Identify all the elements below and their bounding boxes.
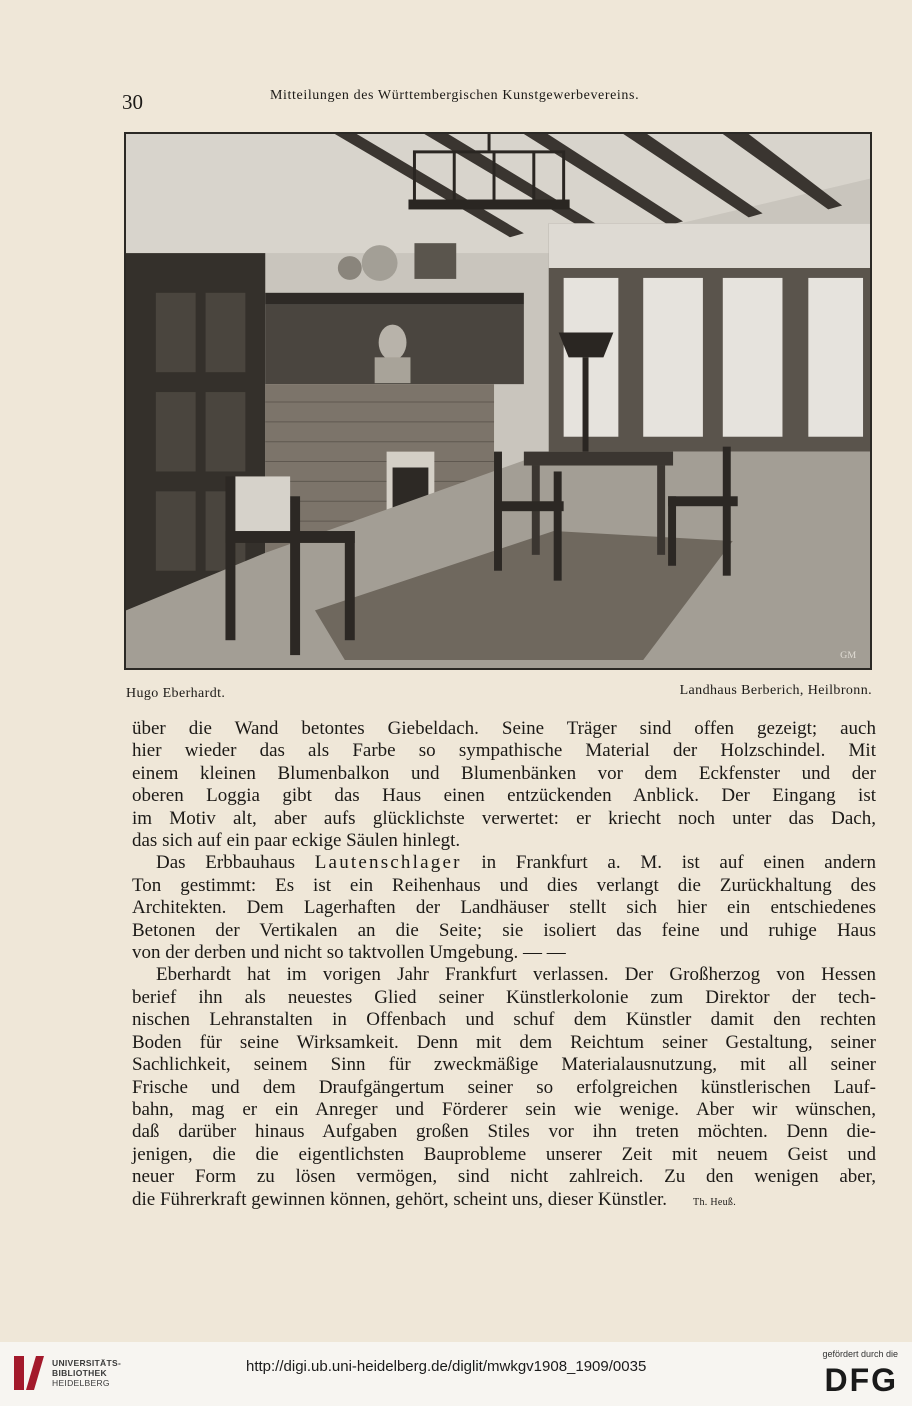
photo-monogram: GM: [840, 650, 857, 662]
text-line: jenigen, die die eigentlichsten Bauprobleme unserer Zeit mit neuem Geist und: [132, 1143, 876, 1165]
text-line: daß darüber hinaus Aufgaben großen Stiles vor ihn treten möchten. Denn die-: [132, 1121, 876, 1143]
text-line: Betonen der Vertikalen an die Seite; sie isoliert das feine und ruhige Haus: [132, 919, 876, 941]
text-run: die Führerkraft gewinnen können, gehört, scheint uns, dieser Künstler.: [132, 1188, 668, 1210]
text-line: nischen Lehranstalten in Offenbach und schuf dem Künstler damit den rechten: [132, 1009, 876, 1031]
library-name-line: UNIVERSITÄTS-: [52, 1358, 122, 1368]
article-body: [132, 718, 876, 1214]
funding-note: gefördert durch die: [822, 1349, 898, 1359]
text-run: in Frankfurt a. M. ist auf einen andern: [481, 852, 877, 874]
library-name: [52, 1358, 121, 1388]
paragraph-2-opening: [132, 852, 876, 874]
text-line: über die Wand betontes Giebeldach. Seine Träger sind offen gezeigt; auch: [132, 718, 876, 739]
text-line: im Motiv alt, aber aufs glücklichste verwertet: er kriecht noch unter das Dach,: [132, 807, 876, 829]
house-name: Lautenschlager: [314, 852, 462, 874]
text-line: Boden für seine Wirksamkeit. Denn mit dem Reichtum seiner Gestaltung, seiner: [132, 1031, 876, 1053]
text-line: von der derben und nicht so taktvollen Umgebung. — —: [132, 942, 566, 964]
interior-photo-illustration: [126, 134, 870, 668]
text-line: Frische und dem Draufgängertum seiner so erfolgreichen künstlerischen Lauf-: [132, 1076, 876, 1098]
permalink-url[interactable]: http://digi.ub.uni-heidelberg.de/diglit/mwkgv1908_1909/0035: [246, 1358, 647, 1375]
caption-title: Landhaus Berberich, Heilbronn.: [679, 683, 872, 698]
interior-photograph: [124, 132, 872, 670]
text-line: bahn, mag er ein Anreger und Förderer sein wie wenige. Aber wir wünschen,: [132, 1098, 876, 1120]
author-signature: Th. Heuß.: [693, 1196, 737, 1208]
dfg-logo: DFG: [824, 1362, 898, 1398]
caption-artist: Hugo Eberhardt.: [126, 686, 226, 701]
text-line: neuer Form zu lösen vermögen, sind nicht zahlreich. Zu den wenigen aber,: [132, 1166, 876, 1188]
running-head: Mitteilungen des Württembergischen Kunstgewerbevereins.: [270, 88, 640, 103]
text-line: einem kleinen Blumenbalkon und Blumenbänken vor dem Eckfenster und der: [132, 762, 876, 784]
library-name-line: BIBLIOTHEK: [52, 1368, 107, 1378]
text-line: das sich auf ein paar eckige Säulen hinlegt.: [132, 830, 461, 852]
page-number: 30: [122, 90, 143, 114]
digitization-footer: [0, 1342, 912, 1406]
text-line: oberen Loggia gibt das Haus einen entzückenden Anblick. Der Eingang ist: [132, 785, 876, 807]
text-line: Architekten. Dem Lagerhaften der Landhäuser stellt sich hier ein entschiedenes: [132, 897, 876, 919]
text-line: Eberhardt hat im vorigen Jahr Frankfurt verlassen. Der Großherzog von Hessen: [156, 964, 876, 986]
text-line: hier wieder das als Farbe so sympathische Material der Holzschindel. Mit: [132, 740, 876, 762]
university-library-logo-icon: [12, 1354, 46, 1392]
text-line: berief ihn als neuestes Glied seiner Künstlerkolonie zum Direktor der tech-: [132, 986, 876, 1008]
final-line: [132, 1189, 876, 1214]
text-line: Sachlichkeit, seinem Sinn für zweckmäßige Materialausnutzung, mit all seiner: [132, 1054, 876, 1076]
text-line: Ton gestimmt: Es ist ein Reihenhaus und dies verlangt die Zurückhaltung des: [132, 874, 876, 896]
text-run: Das Erbbauhaus: [156, 852, 295, 874]
library-name-line: HEIDELBERG: [52, 1378, 110, 1388]
